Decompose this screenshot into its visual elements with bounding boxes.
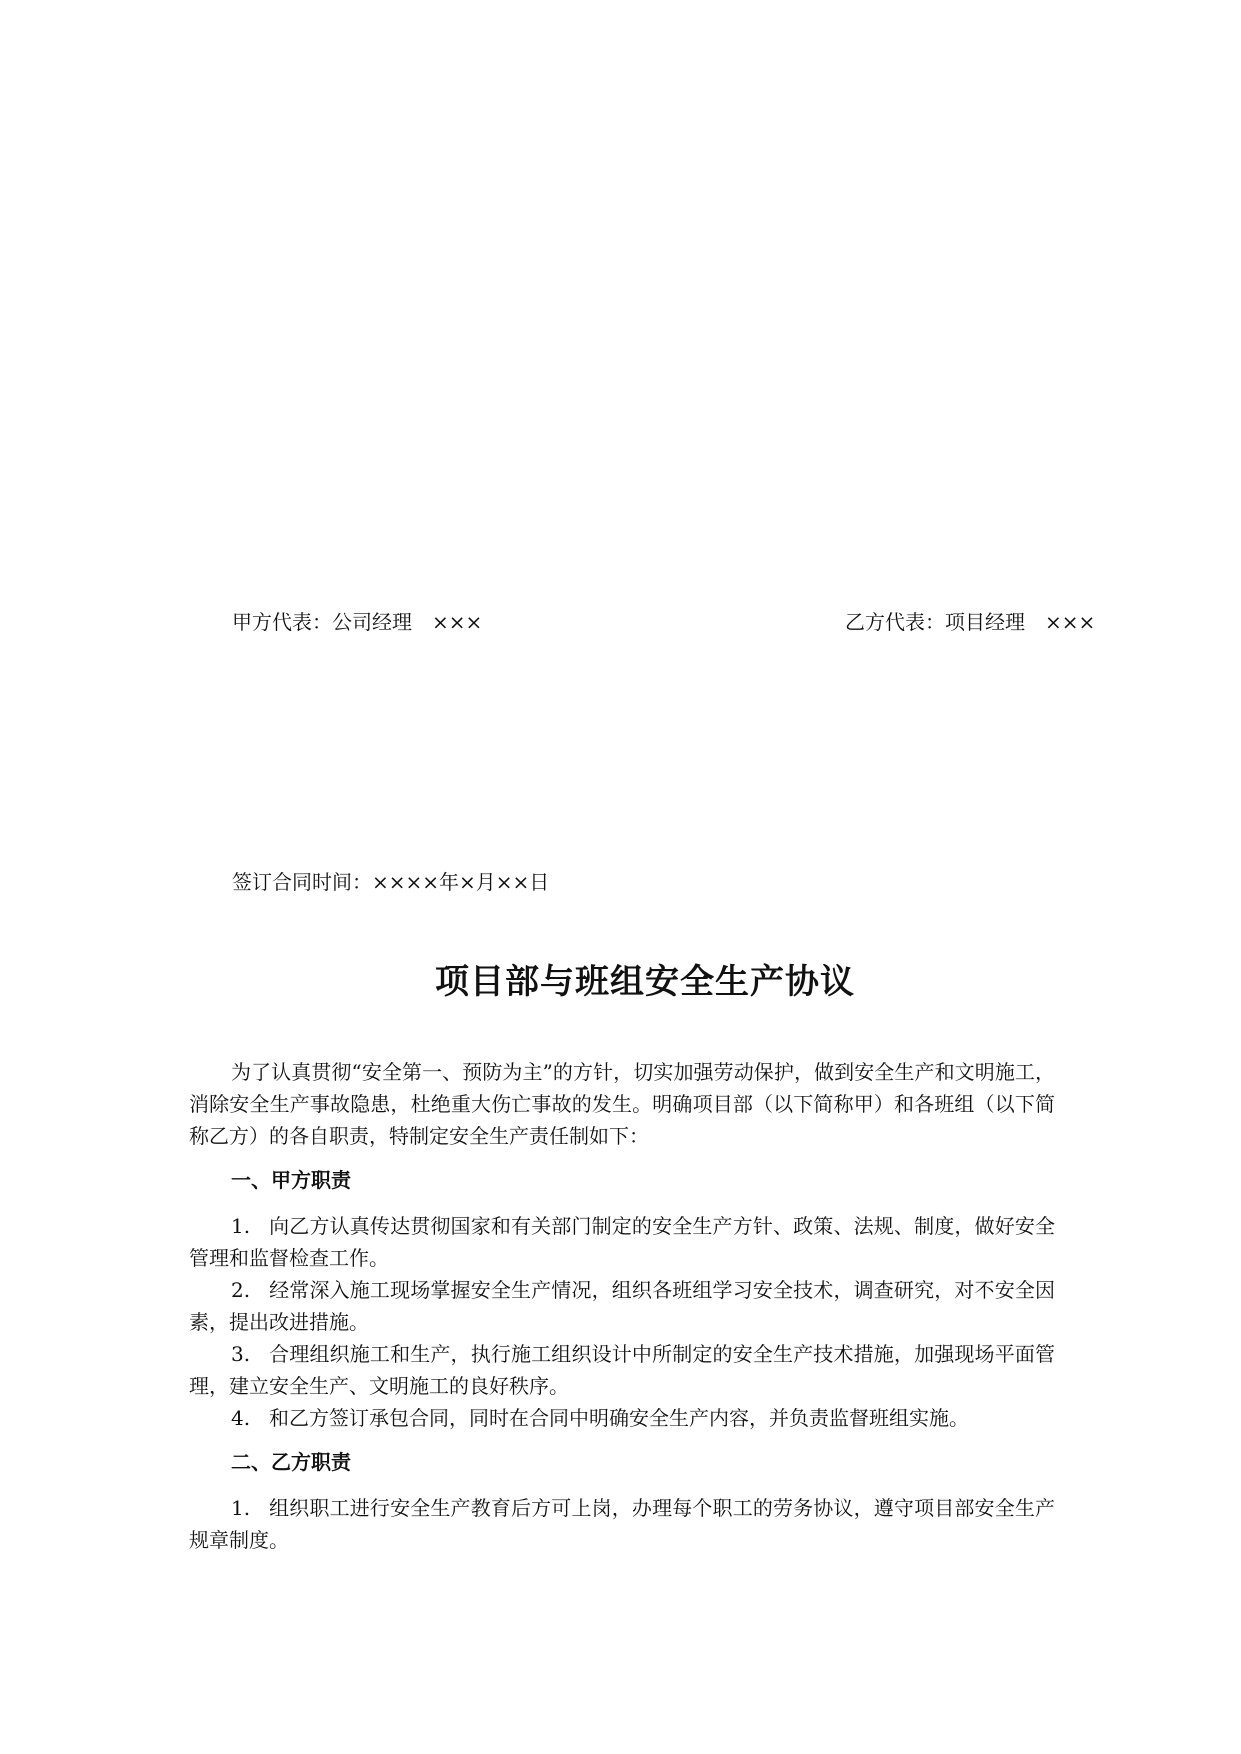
item-number: 1.: [231, 1496, 251, 1520]
contract-sign-date: 签订合同时间：××××年×月××日: [232, 870, 550, 894]
section-a-item: [189, 1402, 1055, 1434]
section-a-item: [189, 1210, 1055, 1274]
item-text: 组织职工进行安全生产教育后方可上岗，办理每个职工的劳务协议，遵守项目部安全生产规章制度。: [189, 1496, 1055, 1552]
document-title: 项目部与班组安全生产协议: [435, 962, 855, 1002]
section-b-heading: 二、乙方职责: [231, 1450, 351, 1474]
item-number: 4.: [231, 1406, 251, 1430]
item-number: 2.: [231, 1278, 251, 1302]
document-body: [189, 1056, 1055, 1556]
item-text: 和乙方签订承包合同，同时在合同中明确安全生产内容，并负责监督班组实施。: [269, 1406, 969, 1430]
item-text: 合理组织施工和生产，执行施工组织设计中所制定的安全生产技术措施，加强现场平面管理，建立安全生产、文明施工的良好秩序。: [189, 1342, 1055, 1398]
party-b-signature: 乙方代表：项目经理 ×××: [845, 610, 1096, 634]
section-b-item: [189, 1492, 1055, 1556]
section-a-item: [189, 1338, 1055, 1402]
item-text: 经常深入施工现场掌握安全生产情况，组织各班组学习安全技术，调查研究，对不安全因素，提出改进措施。: [189, 1278, 1055, 1334]
item-number: 3.: [231, 1342, 251, 1366]
item-number: 1.: [231, 1214, 251, 1238]
section-a-heading: 一、甲方职责: [231, 1168, 351, 1192]
intro-paragraph: 为了认真贯彻“安全第一、预防为主”的方针，切实加强劳动保护，做到安全生产和文明施工，消除安全生产事故隐患，杜绝重大伤亡事故的发生。明确项目部（以下简称甲）和各班组（以下简称乙方）的各自职责，特制定安全生产责任制如下：: [189, 1060, 1055, 1148]
party-a-signature: 甲方代表：公司经理 ×××: [232, 610, 483, 634]
item-text: 向乙方认真传达贯彻国家和有关部门制定的安全生产方针、政策、法规、制度，做好安全管理和监督检查工作。: [189, 1214, 1055, 1270]
section-a-item: [189, 1274, 1055, 1338]
